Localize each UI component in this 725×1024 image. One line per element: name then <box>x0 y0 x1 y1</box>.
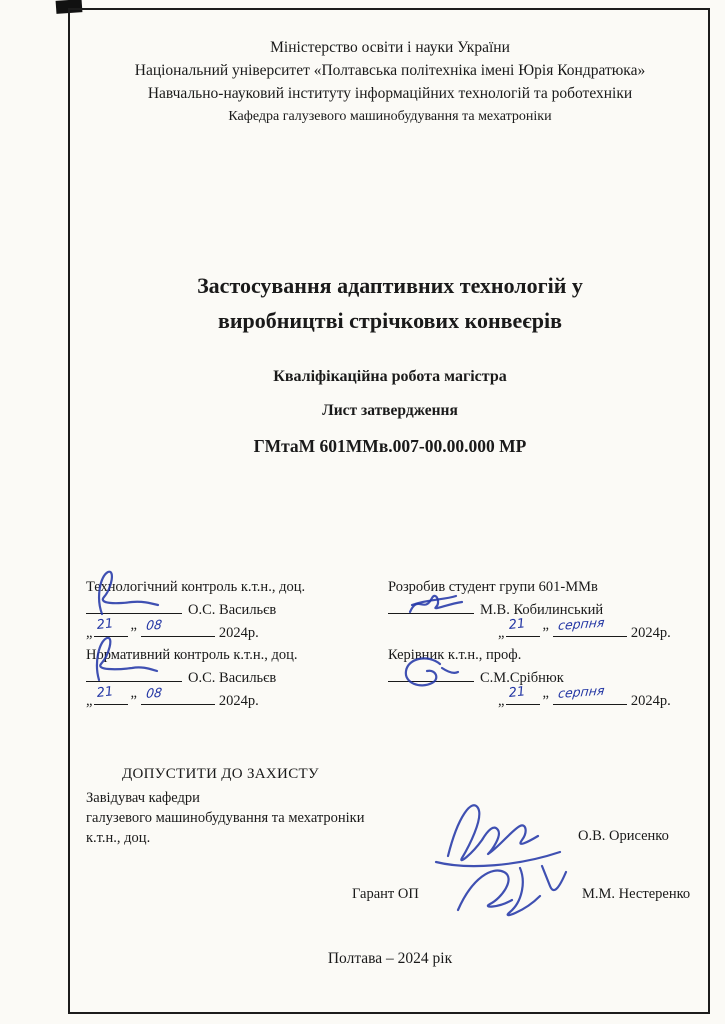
quote-open: „ <box>86 625 93 641</box>
handwritten-day: 21 <box>96 684 115 702</box>
ministry-line: Міністерство освіти і науки України <box>270 39 510 56</box>
signoff-date-line <box>86 616 376 644</box>
approval-position-line3: к.т.н., доц. <box>86 830 151 846</box>
month-blank <box>141 616 215 637</box>
university-line: Національний університет «Полтавська політехніка імені Юрія Кондратюка» <box>134 62 646 79</box>
quote-close: ” <box>130 693 137 709</box>
handwritten-day: 21 <box>508 684 527 702</box>
signature-blank <box>86 599 182 614</box>
approval-position-line1: Завідувач кафедри <box>86 790 200 806</box>
handwritten-month: 08 <box>145 684 163 701</box>
handwritten-month: серпня <box>557 682 606 701</box>
signoff-entry <box>86 644 376 712</box>
signoff-entry <box>388 576 700 644</box>
month-blank <box>141 684 215 705</box>
quote-open: „ <box>86 693 93 709</box>
guarantor-label: Гарант ОП <box>352 886 419 902</box>
handwritten-day: 21 <box>96 616 115 634</box>
signoff-name: О.С. Васильєв <box>188 602 277 618</box>
signoff-name-line <box>388 666 700 690</box>
signature-blank <box>86 667 182 682</box>
footer-city-year: Полтава – 2024 рік <box>327 950 453 967</box>
quote-close: ” <box>542 625 549 641</box>
signoff-date-line <box>388 682 700 712</box>
approval-heading: ДОПУСТИТИ ДО ЗАХИСТУ <box>122 766 319 782</box>
signoff-name-line <box>86 666 376 690</box>
signoff-name: О.С. Васильєв <box>188 670 277 686</box>
signoff-year: 2024р. <box>218 625 259 641</box>
signoff-year: 2024р. <box>630 625 671 641</box>
department-line: Кафедра галузевого машинобудування та мехатроніки <box>228 109 552 124</box>
day-blank <box>506 616 540 637</box>
day-blank <box>94 616 128 637</box>
thesis-title-line2: виробництві стрічкових конвеєрів <box>217 308 563 333</box>
signoff-role: Нормативний контроль к.т.н., доц. <box>86 647 298 663</box>
signoff-name-line <box>388 598 700 622</box>
signoff-date-line <box>86 684 376 712</box>
thesis-title-line1: Застосування адаптивних технологій у <box>197 273 583 298</box>
handwritten-month: серпня <box>557 614 606 633</box>
signoff-name-line <box>86 598 376 622</box>
approval-position-line2: галузевого машинобудування та мехатроніки <box>86 810 365 826</box>
quote-close: ” <box>130 625 137 641</box>
sheet-label: Лист затвердження <box>322 402 458 419</box>
signoff-role: Керівник к.т.н., проф. <box>388 647 522 663</box>
document-code: ГМтаМ 601ММв.007-00.00.000 МР <box>253 436 527 456</box>
signoff-date-line <box>388 614 700 644</box>
signoff-name: С.М.Срібнюк <box>480 670 564 686</box>
handwritten-day: 21 <box>508 616 527 634</box>
signoff-role: Розробив студент групи 601-ММв <box>388 579 598 595</box>
signoff-entry <box>86 576 376 644</box>
signoff-column-left <box>86 576 376 712</box>
signoff-year: 2024р. <box>630 693 671 709</box>
work-type: Кваліфікаційна робота магістра <box>273 368 507 385</box>
signoff-column-right <box>388 576 700 712</box>
signoff-role: Технологічний контроль к.т.н., доц. <box>86 579 306 595</box>
header-block <box>78 36 702 128</box>
institute-line: Навчально-науковий інституту інформаційних технологій та роботехніки <box>147 85 633 102</box>
signoff-year: 2024р. <box>218 693 259 709</box>
handwritten-month: 08 <box>145 616 163 633</box>
department-head-name: О.В. Орисенко <box>578 828 669 844</box>
day-blank <box>506 684 540 705</box>
quote-open: „ <box>498 625 505 641</box>
day-blank <box>94 684 128 705</box>
quote-close: ” <box>542 693 549 709</box>
signoff-entry <box>388 644 700 712</box>
month-blank <box>553 682 627 705</box>
month-blank <box>553 614 627 637</box>
signature-blank <box>388 667 474 682</box>
signoff-name: М.В. Кобилинський <box>480 602 604 618</box>
signature-blank <box>388 599 474 614</box>
page-border-frame <box>68 8 710 1014</box>
quote-open: „ <box>498 693 505 709</box>
guarantor-name: М.М. Нестеренко <box>582 886 691 902</box>
thesis-title <box>88 268 692 338</box>
